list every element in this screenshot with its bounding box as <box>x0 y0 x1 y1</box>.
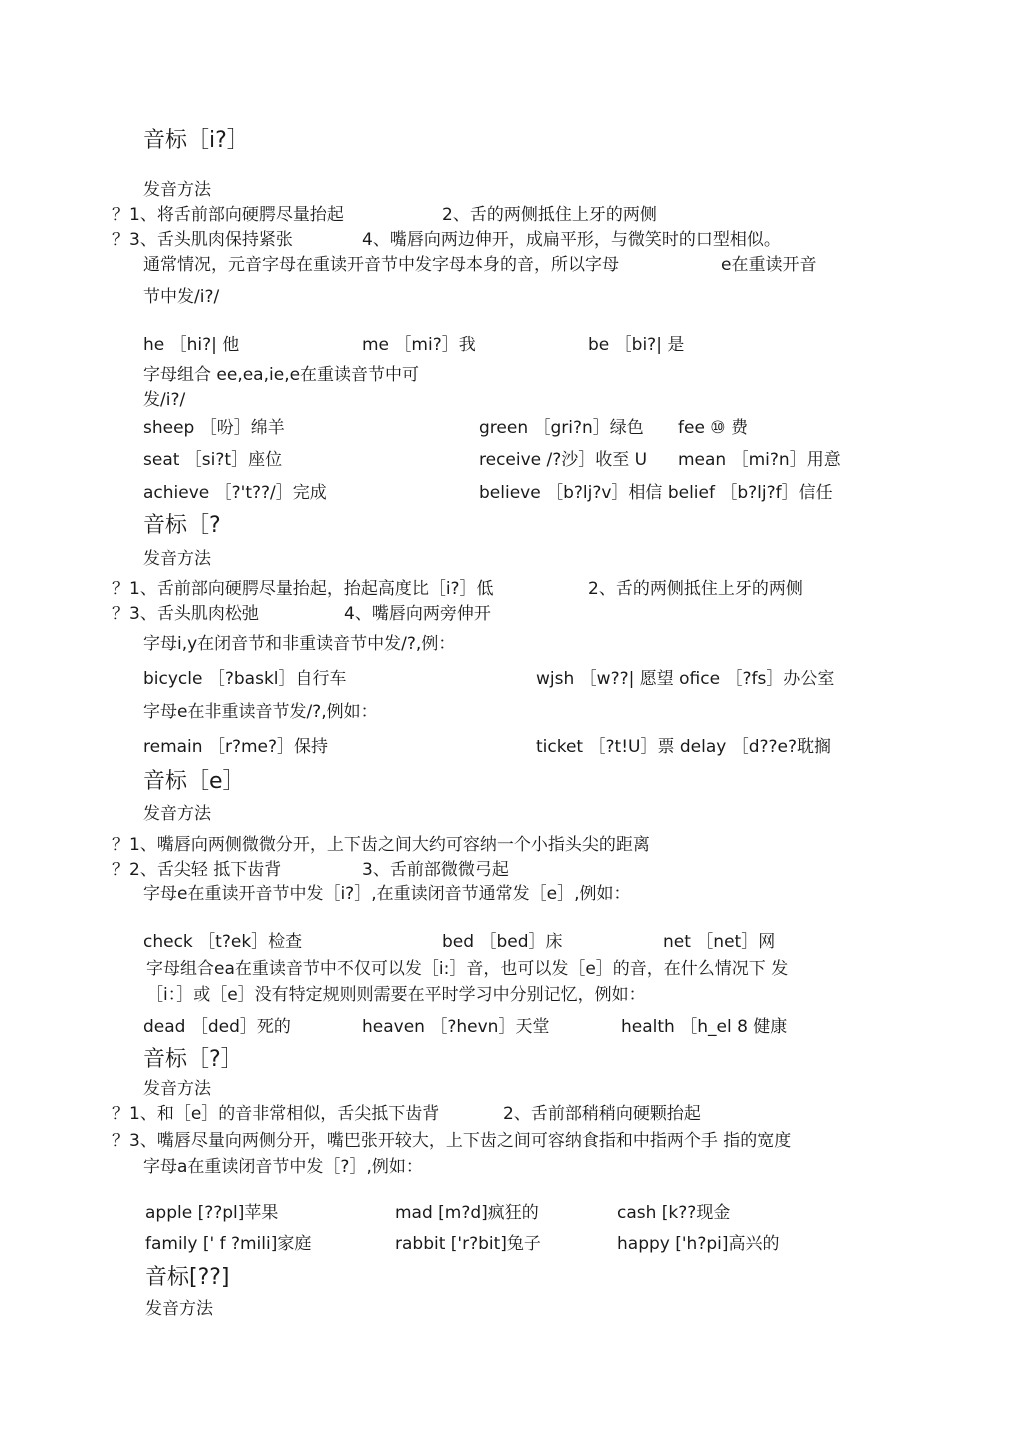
rule-text: ［i：］或［e］没有特定规则则需要在平时学习中分别记忆，例如： <box>146 985 646 1005</box>
method-step: 4、嘴唇向两旁伸开 <box>344 604 491 624</box>
word-example: net ［net］网 <box>663 932 776 952</box>
word-example: he ［hi?| 他 <box>143 335 240 355</box>
word-example: green ［gri?n］绿色 <box>479 418 644 438</box>
word-example: achieve ［?'t??/］完成 <box>143 483 327 503</box>
word-example: seat ［si?t］座位 <box>143 450 283 470</box>
rule-text: 字母e在重读开音节中发［i?］,在重读闭音节通常发［e］,例如： <box>143 884 631 904</box>
word-example: receive /?沙］收至 U <box>479 450 648 470</box>
method-step: ？1、嘴唇向两侧微微分开，上下齿之间大约可容纳一个小指头尖的距离 <box>112 835 650 855</box>
word-example: mad [m?d]疯狂的 <box>395 1203 539 1223</box>
method-step: ？1、将舌前部向硬腭尽量抬起 <box>112 205 344 225</box>
method-label: 发音方法 <box>143 804 211 824</box>
method-step: ？3、舌头肌肉保持紧张 <box>112 230 293 250</box>
method-label: 发音方法 <box>143 549 211 569</box>
word-example: me ［mi?］我 <box>362 335 476 355</box>
word-example: family [' f ?mili]家庭 <box>145 1234 312 1254</box>
word-example: sheep ［吩］绵羊 <box>143 418 285 438</box>
rule-text: e在重读开音 <box>721 255 817 275</box>
rule-text: 节中发/i?/ <box>143 287 220 307</box>
heading-ae: 音标［?］ <box>143 1047 243 1072</box>
word-example: dead ［ded］死的 <box>143 1017 291 1037</box>
method-step: 2、舌的两侧抵住上牙的两侧 <box>588 579 803 599</box>
rule-text: 字母a在重读闭音节中发［?］,例如： <box>143 1157 423 1177</box>
rule-text: 字母组合 ee,ea,ie,e在重读音节中可 <box>143 365 420 385</box>
word-example: cash [k??现金 <box>617 1203 731 1223</box>
method-step: ？1、舌前部向硬腭尽量抬起，抬起高度比［i?］低 <box>112 579 494 599</box>
rule-text: 发/i?/ <box>143 390 186 410</box>
word-example: rabbit ['r?bit]兔子 <box>395 1234 541 1254</box>
word-example: believe ［b?lj?v］相信 belief ［b?lj?f］信任 <box>479 483 833 503</box>
method-label: 发音方法 <box>143 180 211 200</box>
word-example: wjsh ［w??| 愿望 ofice ［?fs］办公室 <box>536 669 835 689</box>
rule-text: 字母组合ea在重读音节中不仅可以发［i:］音，也可以发［e］的音，在什么情况下 发 <box>146 959 789 979</box>
word-example: bed ［bed］床 <box>442 932 563 952</box>
word-example: ticket ［?t!U］票 delay ［d??e?耽搁 <box>536 737 832 757</box>
heading-i-long: 音标［i?］ <box>143 128 249 153</box>
rule-text: 字母i,y在闭音节和非重读音节中发/?,例： <box>143 634 456 654</box>
word-example: bicycle ［?baskl］自行车 <box>143 669 347 689</box>
method-step: 3、舌前部微微弓起 <box>362 860 509 880</box>
method-step: ？1、和［e］的音非常相似，舌尖抵下齿背 <box>112 1104 440 1124</box>
word-example: remain ［r?me?］保持 <box>143 737 329 757</box>
word-example: check ［t?ek］检查 <box>143 932 303 952</box>
method-step: 2、舌的两侧抵住上牙的两侧 <box>442 205 657 225</box>
rule-text: 通常情况，元音字母在重读开音节中发字母本身的音，所以字母 <box>143 255 619 275</box>
word-example: apple [??pl]苹果 <box>145 1203 279 1223</box>
word-example: mean ［mi?n］用意 <box>678 450 841 470</box>
method-label: 发音方法 <box>143 1079 211 1099</box>
method-step: ？3、嘴唇尽量向两侧分开，嘴巴张开较大，上下齿之间可容纳食指和中指两个手 指的宽度 <box>112 1131 792 1151</box>
method-step: 4、嘴唇向两边伸开，成扁平形，与微笑时的口型相似。 <box>362 230 781 250</box>
heading-e: 音标［e］ <box>143 769 245 794</box>
method-label: 发音方法 <box>145 1299 213 1319</box>
heading-ae-long: 音标[??] <box>145 1265 230 1290</box>
heading-i-short: 音标［? <box>143 513 221 538</box>
word-example: health ［h_el 8 健康 <box>621 1017 788 1037</box>
method-step: 2、舌前部稍稍向硬颗抬起 <box>503 1104 701 1124</box>
method-step: ？2、舌尖轻 抵下齿背 <box>112 860 282 880</box>
word-example: fee ⑩ 费 <box>678 418 748 438</box>
rule-text: 字母e在非重读音节发/?,例如： <box>143 702 378 722</box>
word-example: heaven ［?hevn］天堂 <box>362 1017 550 1037</box>
word-example: be ［bi?| 是 <box>588 335 685 355</box>
method-step: ？3、舌头肌肉松弛 <box>112 604 259 624</box>
word-example: happy ['h?pi]高兴的 <box>617 1234 780 1254</box>
